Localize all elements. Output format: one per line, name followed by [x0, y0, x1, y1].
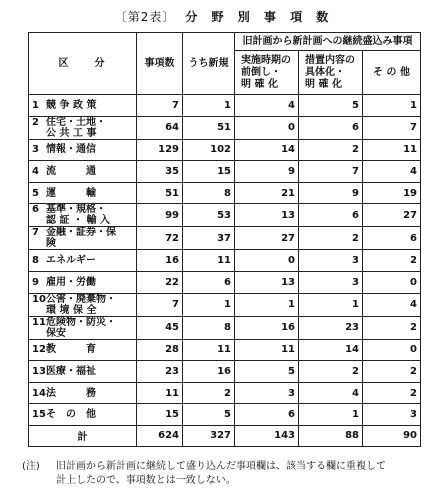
area-name: 教 育 [46, 344, 96, 356]
cell-timing: 6 [235, 404, 299, 426]
cell-content: 6 [299, 116, 363, 139]
total-count: 624 [137, 425, 183, 446]
cell-total: 129 [137, 139, 183, 161]
header-area: 区 分 [29, 33, 137, 95]
row-number: 1 [32, 99, 39, 111]
area-name: 雇用・労働 [46, 276, 96, 288]
table-body [29, 95, 421, 426]
cell-new: 51 [183, 116, 235, 139]
cell-other: 6 [363, 227, 421, 250]
area-cell [29, 139, 137, 161]
cell-content: 2 [299, 139, 363, 161]
cell-new: 102 [183, 139, 235, 161]
cell-timing: 1 [235, 293, 299, 316]
cell-total: 99 [137, 204, 183, 227]
footnote-tag: (注) [22, 461, 40, 472]
total-label: 計 [29, 425, 137, 446]
area-cell [29, 293, 137, 316]
row-number: 7 [32, 227, 39, 239]
cell-content: 23 [299, 316, 363, 339]
cell-other: 4 [363, 161, 421, 183]
table-row [29, 339, 421, 361]
cell-other: 2 [363, 250, 421, 272]
area-name: 住宅・土地・ 公 共 工 事 [46, 116, 106, 139]
row-number: 12 [32, 344, 46, 356]
cell-other: 27 [363, 204, 421, 227]
row-number: 3 [32, 144, 39, 156]
area-cell [29, 182, 137, 204]
cell-timing: 0 [235, 250, 299, 272]
cell-total: 22 [137, 271, 183, 293]
area-name: そ の 他 [46, 409, 96, 421]
table-row [29, 250, 421, 272]
cell-timing: 13 [235, 204, 299, 227]
cell-content: 6 [299, 204, 363, 227]
cell-other: 2 [363, 361, 421, 383]
header-new: うち新規 [183, 33, 235, 95]
total-new: 327 [183, 425, 235, 446]
table-row [29, 95, 421, 117]
area-name: 医療・福祉 [46, 365, 96, 377]
footnote-line-1: 旧計画から新計画に継続して盛り込んだ事項欄は、該当する欄に重複して [56, 461, 386, 472]
cell-total: 7 [137, 95, 183, 117]
table-row [29, 182, 421, 204]
cell-total: 7 [137, 293, 183, 316]
cell-timing: 5 [235, 361, 299, 383]
cell-total: 35 [137, 161, 183, 183]
cell-new: 1 [183, 293, 235, 316]
cell-content: 5 [299, 95, 363, 117]
cell-total: 28 [137, 339, 183, 361]
total-other: 90 [363, 425, 421, 446]
cell-timing: 16 [235, 316, 299, 339]
row-number: 6 [32, 204, 39, 216]
cell-timing: 4 [235, 95, 299, 117]
cell-content: 3 [299, 250, 363, 272]
cell-new: 6 [183, 271, 235, 293]
cell-content: 7 [299, 161, 363, 183]
cell-total: 72 [137, 227, 183, 250]
row-number: 15 [32, 409, 46, 421]
row-number: 9 [32, 276, 39, 288]
cell-other: 2 [363, 316, 421, 339]
cell-content: 2 [299, 361, 363, 383]
table-row [29, 361, 421, 383]
header-other: そ の 他 [363, 51, 421, 95]
cell-new: 2 [183, 382, 235, 404]
area-name: エネルギー [46, 255, 96, 267]
cell-timing: 11 [235, 339, 299, 361]
cell-total: 51 [137, 182, 183, 204]
area-cell [29, 116, 137, 139]
row-number: 13 [32, 365, 46, 377]
total-row [29, 425, 421, 446]
cell-total: 15 [137, 404, 183, 426]
table-row [29, 116, 421, 139]
cell-other: 4 [363, 293, 421, 316]
row-number: 5 [32, 187, 39, 199]
footnote [22, 460, 432, 488]
cell-content: 3 [299, 271, 363, 293]
row-number: 11 [32, 316, 46, 328]
cell-new: 5 [183, 404, 235, 426]
area-cell [29, 204, 137, 227]
cell-content: 2 [299, 227, 363, 250]
cell-other: 2 [363, 382, 421, 404]
cell-new: 15 [183, 161, 235, 183]
cell-timing: 9 [235, 161, 299, 183]
table-title-text: 分 野 別 事 項 数 [185, 10, 334, 24]
cell-new: 11 [183, 250, 235, 272]
cell-other: 11 [363, 139, 421, 161]
area-name: 競 争 政 策 [46, 99, 97, 111]
cell-content: 1 [299, 404, 363, 426]
area-cell [29, 161, 137, 183]
table-row [29, 204, 421, 227]
area-cell [29, 271, 137, 293]
cell-new: 37 [183, 227, 235, 250]
area-name: 基準・規格・ 認 証 ・ 輸 入 [46, 204, 110, 227]
table-row [29, 271, 421, 293]
cell-new: 16 [183, 361, 235, 383]
cell-other: 0 [363, 339, 421, 361]
cell-new: 11 [183, 339, 235, 361]
header-continued-group: 旧計画から新計画への継続盛込み事項 [235, 33, 421, 51]
area-name: 情報・通信 [46, 144, 96, 156]
total-content: 88 [299, 425, 363, 446]
cell-timing: 0 [235, 116, 299, 139]
cell-total: 64 [137, 116, 183, 139]
table-row [29, 382, 421, 404]
cell-timing: 3 [235, 382, 299, 404]
table-row [29, 161, 421, 183]
table-title [0, 8, 448, 25]
row-number: 14 [32, 387, 46, 399]
area-cell [29, 227, 137, 250]
header-content: 措置内容の 具体化・ 明 確 化 [299, 51, 363, 95]
statistics-table [28, 32, 421, 447]
footnote-line-2: 計上したので、事項数とは一致しない。 [56, 475, 236, 486]
row-number: 4 [32, 165, 39, 177]
header-timing: 実施時期の 前倒し・ 明 確 化 [235, 51, 299, 95]
area-cell [29, 339, 137, 361]
area-name: 運 輸 [46, 187, 96, 199]
cell-new: 8 [183, 316, 235, 339]
header-total: 事項数 [137, 33, 183, 95]
area-cell [29, 361, 137, 383]
row-number: 2 [32, 116, 39, 128]
total-timing: 143 [235, 425, 299, 446]
table-row [29, 316, 421, 339]
area-cell [29, 382, 137, 404]
area-cell [29, 404, 137, 426]
cell-total: 45 [137, 316, 183, 339]
row-number: 10 [32, 293, 46, 305]
area-name: 危険物・防災・ 保安 [46, 316, 116, 339]
cell-content: 4 [299, 382, 363, 404]
cell-total: 16 [137, 250, 183, 272]
area-name: 流 通 [46, 165, 96, 177]
area-cell [29, 250, 137, 272]
cell-timing: 14 [235, 139, 299, 161]
cell-content: 1 [299, 293, 363, 316]
area-name: 金融・証券・保 険 [46, 227, 116, 250]
cell-other: 7 [363, 116, 421, 139]
table-row [29, 227, 421, 250]
area-cell [29, 316, 137, 339]
cell-other: 0 [363, 271, 421, 293]
area-name: 公害・廃棄物・ 環 境 保 全 [46, 293, 116, 316]
table-number-label: 〔第2表〕 [114, 10, 176, 24]
cell-other: 1 [363, 95, 421, 117]
row-number: 8 [32, 255, 39, 267]
cell-timing: 13 [235, 271, 299, 293]
cell-content: 9 [299, 182, 363, 204]
cell-timing: 27 [235, 227, 299, 250]
cell-other: 3 [363, 404, 421, 426]
cell-new: 1 [183, 95, 235, 117]
cell-total: 11 [137, 382, 183, 404]
table-row [29, 293, 421, 316]
cell-new: 53 [183, 204, 235, 227]
cell-new: 8 [183, 182, 235, 204]
cell-timing: 21 [235, 182, 299, 204]
cell-other: 19 [363, 182, 421, 204]
area-cell [29, 95, 137, 117]
area-name: 法 務 [46, 387, 96, 399]
table-row [29, 139, 421, 161]
cell-total: 23 [137, 361, 183, 383]
cell-content: 14 [299, 339, 363, 361]
table-row [29, 404, 421, 426]
